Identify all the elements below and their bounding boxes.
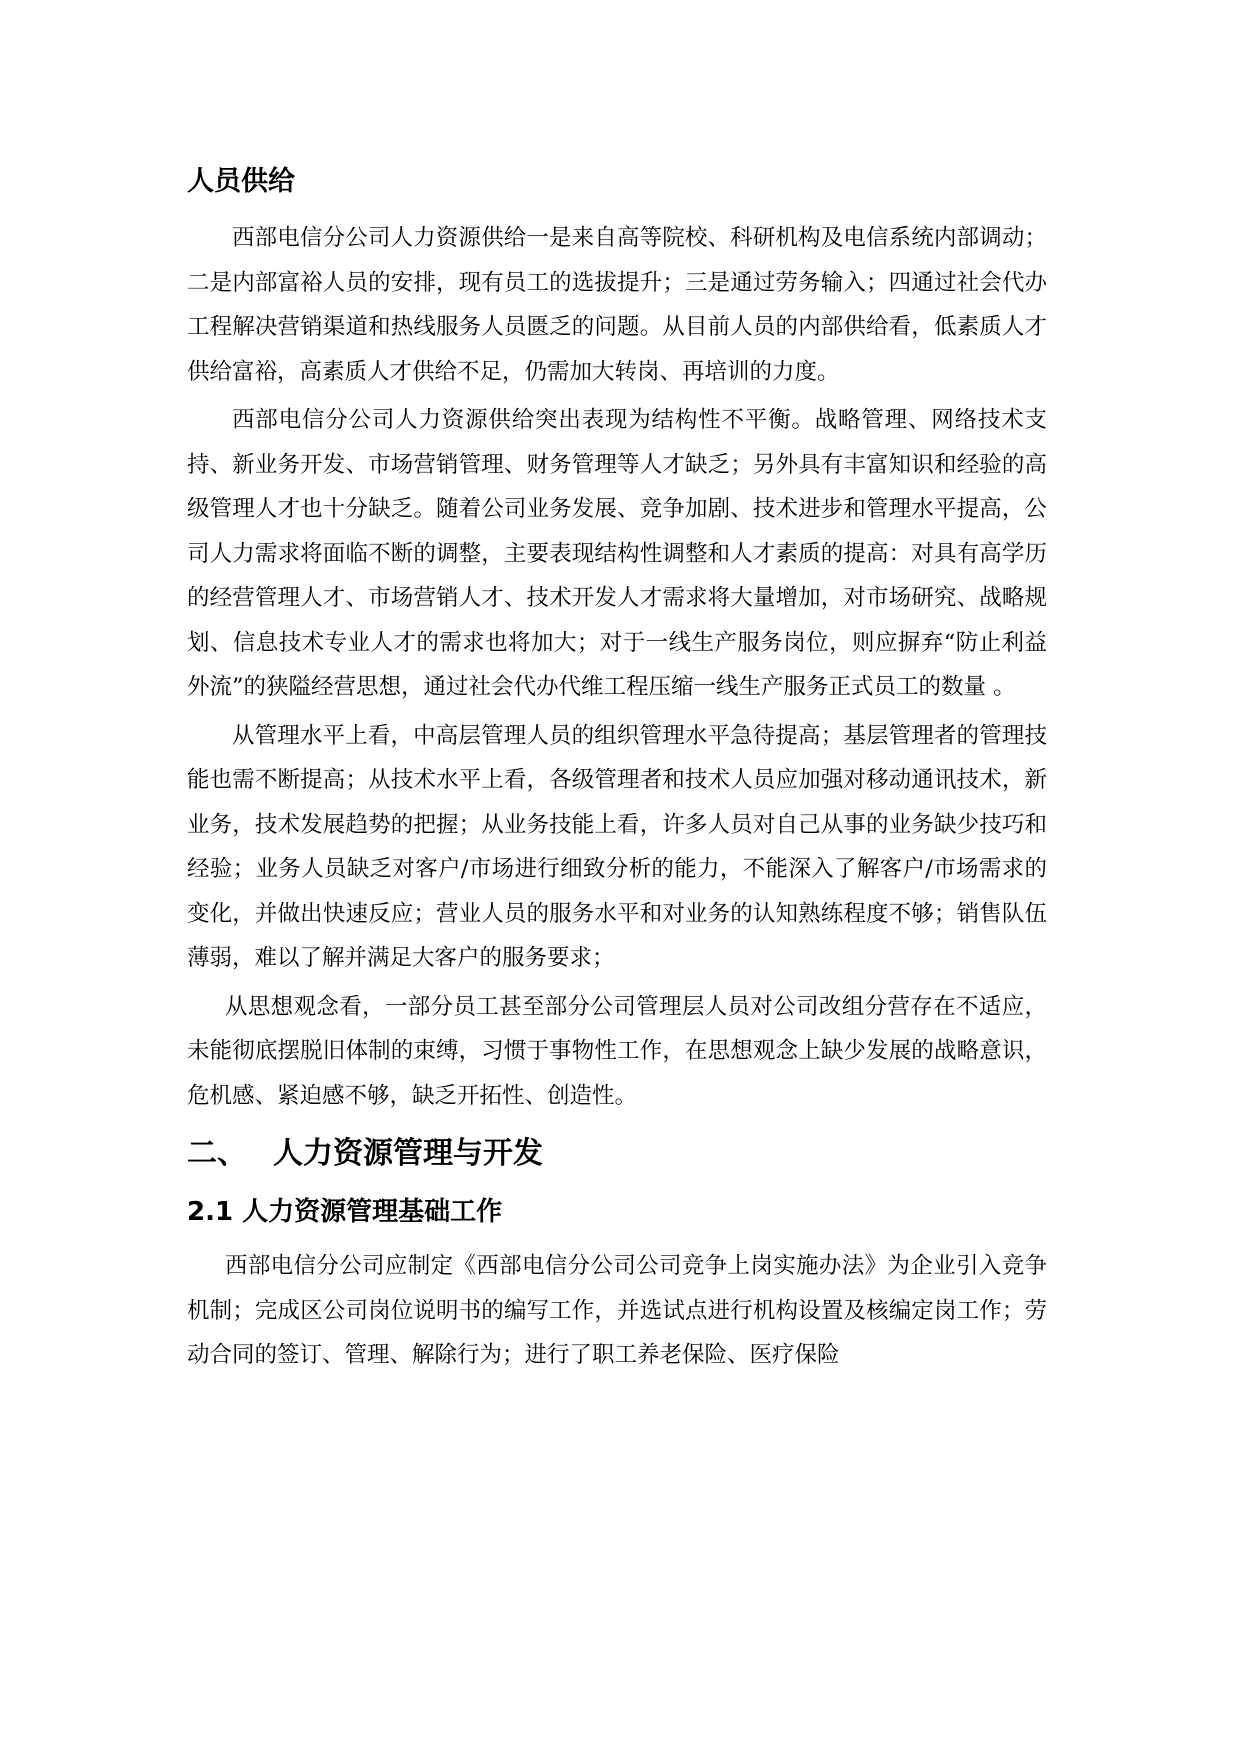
paragraph-structural-imbalance: 西部电信分公司人力资源供给突出表现为结构性不平衡。战略管理、网络技术支持、新业务开发、市场营销管理、财务管理等人才缺乏；另外具有丰富知识和经验的高级管理人才也十分缺乏。随着公司业务发展、竞争加剧、技术进步和管理水平提高，公司人力需求将面临不断的调整，主要表现结构性调整和人才素质的提高：对具有高学历的经营管理人才、市场营销人才、技术开发人才需求将大量增加，对市场研究、战略规划、信息技术专业人才的需求也将加大；对于一线生产服务岗位，则应摒弃“防止利益外流”的狭隘经营思想，通过社会代办代维工程压缩一线生产服务正式员工的数量 。 — [187, 407, 1047, 700]
section-number: 二、 — [187, 1136, 247, 1171]
paragraph-mindset: 从思想观念看，一部分员工甚至部分公司管理层人员对公司改组分营存在不适应，未能彻底摆脱旧体制的束缚，习惯于事物性工作，在思想观念上缺少发展的战略意识，危机感、紧迫感不够，缺乏开拓性、创造性。 — [187, 993, 1047, 1109]
document-body — [187, 160, 1047, 1382]
section-heading-hr-management — [187, 1128, 1047, 1180]
paragraph-basic-work: 西部电信分公司应制定《西部电信分公司公司竞争上岗实施办法》为企业引入竞争机制；完成区公司岗位说明书的编写工作，并选试点进行机构设置及核编定岗工作；劳动合同的签订、管理、解除行为；进行了职工养老保险、医疗保险 — [187, 1253, 1047, 1368]
paragraph-supply-sources: 西部电信分公司人力资源供给一是来自高等院校、科研机构及电信系统内部调动；二是内部富裕人员的安排，现有员工的选拔提升；三是通过劳务输入；四通过社会代办工程解决营销渠道和热线服务人员匮乏的问题。从目前人员的内部供给看，低素质人才供给富裕，高素质人才供给不足，仍需加大转岗、再培训的力度。 — [187, 225, 1047, 385]
section-heading-text: 人力资源管理与开发 — [273, 1136, 543, 1171]
subsection-heading-2-1: 2.1 人力资源管理基础工作 — [187, 1197, 503, 1227]
paragraph-management-level: 从管理水平上看，中高层管理人员的组织管理水平急待提高；基层管理者的管理技能也需不断提高；从技术水平上看，各级管理者和技术人员应加强对移动通讯技术，新业务，技术发展趋势的把握；从业务技能上看，许多人员对自己从事的业务缺少技巧和经验；业务人员缺乏对客户/市场进行细致分析的能力，不能深入了解客户/市场需求的变化，并做出快速反应；营业人员的服务水平和对业务的认知熟练程度不够；销售队伍薄弱，难以了解并满足大客户的服务要求； — [187, 722, 1047, 971]
section-title-supply: 人员供给 — [187, 166, 295, 197]
